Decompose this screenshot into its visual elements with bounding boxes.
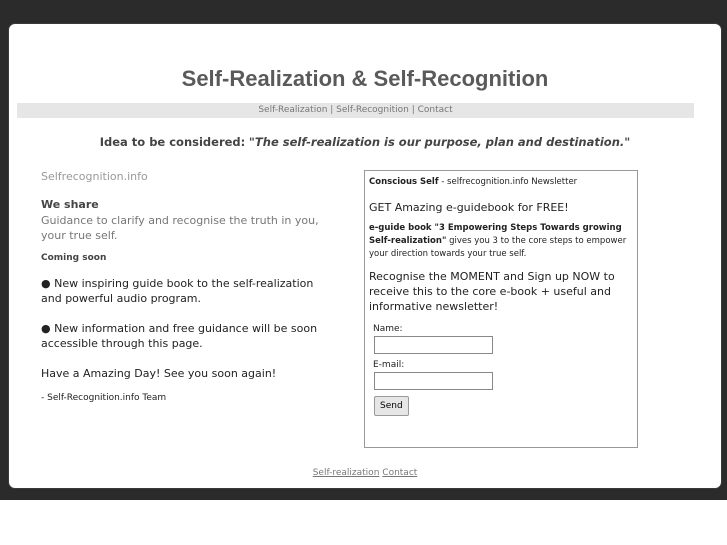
content-column	[41, 169, 331, 406]
greeting: Have a Amazing Day! See you soon again!	[41, 367, 277, 380]
name-input[interactable]	[374, 336, 493, 354]
footer-link-contact[interactable]: Contact	[382, 468, 418, 478]
list-item	[41, 276, 331, 306]
idea-quote: "The self-realization is our purpose, plan and destination."	[248, 135, 631, 149]
guide-description	[369, 222, 632, 261]
nav-link-self-realization[interactable]: Self-Realization	[258, 105, 328, 115]
newsletter-subtitle: - selfrecognition.info Newsletter	[438, 177, 578, 187]
nav-separator: |	[408, 105, 418, 115]
bullet-icon: ●	[41, 277, 51, 290]
newsletter-box	[364, 170, 638, 448]
main-card	[9, 24, 721, 488]
newsletter-header	[369, 176, 632, 189]
nav-link-self-recognition[interactable]: Self-Recognition	[336, 105, 409, 115]
signup-cta: Recognise the MOMENT and Sign up NOW to receive this to the core e-book + useful and informative newsletter!	[369, 270, 615, 313]
we-share-heading: We share	[41, 198, 99, 211]
guide-title: e-guide book "3 Empowering Steps Towards growing Self-realization"	[369, 223, 622, 246]
idea-lead: Idea to be considered:	[99, 135, 246, 149]
coming-soon-heading: Coming soon	[41, 253, 107, 263]
list-item-text: New inspiring guide book to the self-realization and powerful audio program.	[41, 277, 314, 305]
nav-separator: |	[327, 105, 337, 115]
idea-line	[9, 135, 721, 149]
bullet-icon: ●	[41, 322, 51, 335]
send-button[interactable]: Send	[374, 396, 409, 416]
footer-links	[9, 468, 721, 478]
page-title: Self-Realization & Self-Recognition	[181, 66, 549, 91]
team-signature: - Self-Recognition.info Team	[41, 393, 167, 403]
list-item-text: New information and free guidance will be soon accessible through this page.	[41, 322, 318, 350]
footer-link-self-realization[interactable]: Self-realization	[312, 468, 380, 478]
we-share-description: Guidance to clarify and recognise the truth in you, your true self.	[41, 214, 319, 242]
offer-text: GET Amazing e-guidebook for FREE!	[369, 201, 569, 214]
nav-link-contact[interactable]: Contact	[417, 105, 453, 115]
list-item	[41, 321, 331, 351]
email-label: E-mail:	[373, 360, 405, 370]
guide-text: gives you 3 to the core steps to empower your direction towards your true self.	[369, 236, 627, 259]
newsletter-brand: Conscious Self	[369, 177, 439, 187]
email-input[interactable]	[374, 372, 493, 390]
top-nav	[17, 103, 694, 118]
site-name: Selfrecognition.info	[41, 170, 148, 183]
name-label: Name:	[373, 324, 403, 334]
